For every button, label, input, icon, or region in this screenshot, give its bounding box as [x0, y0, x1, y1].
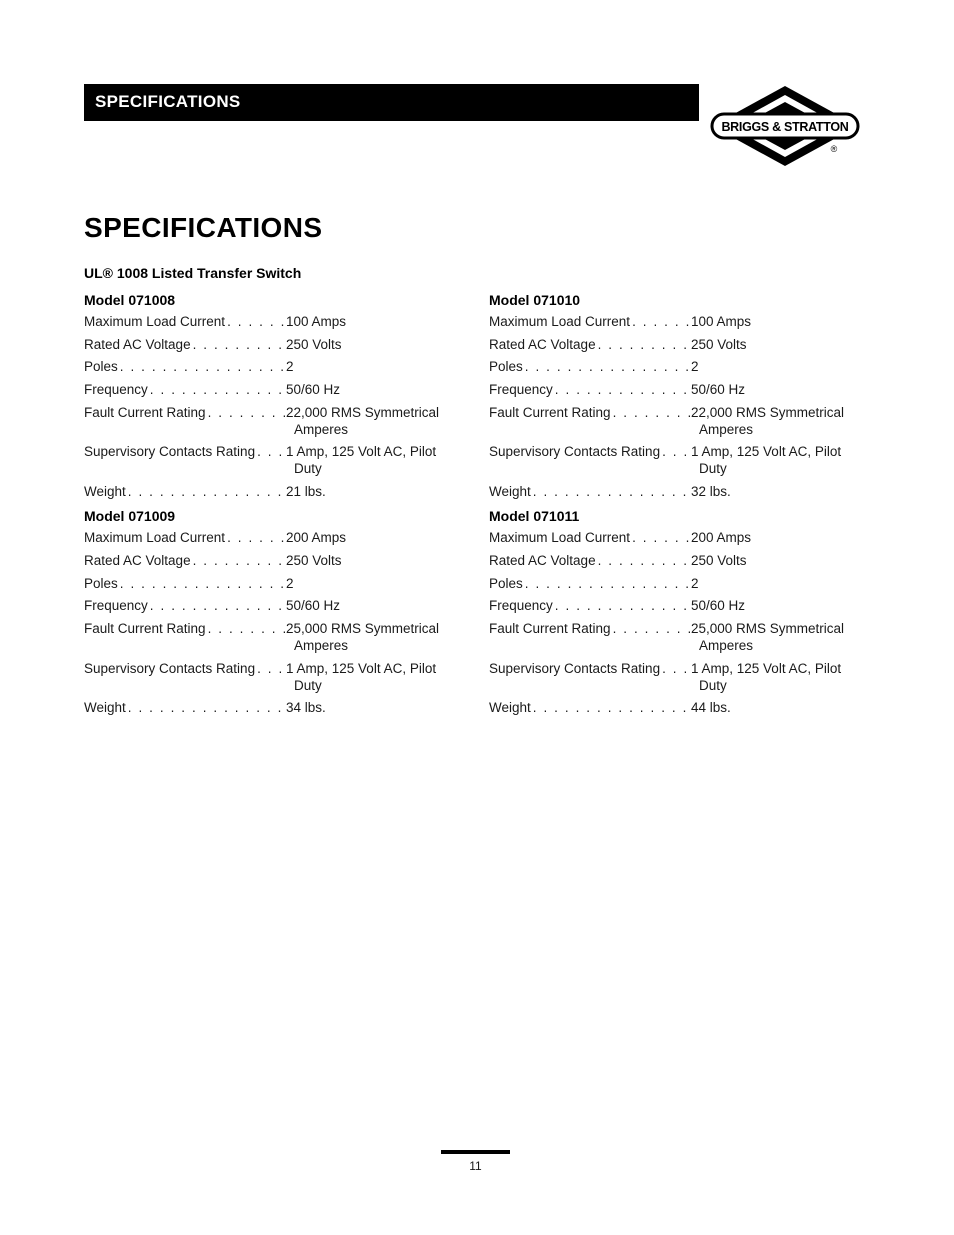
- spec-row-poles: [489, 575, 849, 592]
- spec-label: Frequency: [84, 598, 148, 614]
- spec-row-supervisory-contacts: [84, 443, 444, 477]
- spec-row-max-load-current: [489, 529, 849, 546]
- spec-value-line: 1 Amp, 125 Volt AC, Pilot: [286, 444, 437, 460]
- spec-value: [690, 660, 849, 694]
- dot-leader: [206, 404, 285, 438]
- spec-label: Maximum Load Current: [84, 530, 226, 546]
- spec-row-fault-current-rating: [489, 404, 849, 438]
- spec-value: [285, 404, 444, 438]
- spec-row-weight: [489, 699, 849, 716]
- dot-leader: [531, 699, 690, 716]
- spec-label: Maximum Load Current: [489, 530, 631, 546]
- spec-label: Rated AC Voltage: [84, 552, 191, 568]
- spec-value: 250 Volts: [691, 336, 747, 352]
- spec-label: Poles: [489, 359, 523, 375]
- spec-value: 2: [691, 575, 699, 591]
- spec-label: Supervisory Contacts Rating: [84, 444, 256, 460]
- spec-value-continuation: Amperes: [294, 421, 349, 437]
- dot-leader: [191, 552, 285, 569]
- briggs-stratton-logo: [708, 84, 862, 170]
- spec-label: Supervisory Contacts Rating: [84, 660, 256, 676]
- spec-row-weight: [84, 483, 444, 500]
- dot-leader: [225, 529, 285, 546]
- spec-value: [285, 660, 444, 694]
- dot-leader: [596, 336, 690, 353]
- spec-label: Fault Current Rating: [84, 404, 206, 420]
- spec-label: Weight: [84, 484, 126, 500]
- model-spec-block: [489, 291, 849, 500]
- dot-leader: [191, 336, 285, 353]
- spec-row-fault-current-rating: [84, 404, 444, 438]
- dot-leader: [596, 552, 690, 569]
- svg-text:BRIGGS & STRATTON: BRIGGS & STRATTON: [721, 120, 849, 134]
- spec-row-frequency: [489, 381, 849, 398]
- spec-label: Poles: [489, 575, 523, 591]
- spec-value: [690, 620, 849, 654]
- spec-label: Maximum Load Current: [489, 314, 631, 329]
- model-spec-block: [489, 507, 849, 716]
- spec-value-continuation: Duty: [699, 677, 727, 693]
- dot-leader: [126, 699, 285, 716]
- spec-value: 2: [286, 575, 294, 591]
- spec-value-line: 25,000 RMS Symmetrical: [691, 620, 845, 636]
- spec-value: 32 lbs.: [691, 484, 731, 500]
- spec-column-left: [84, 291, 444, 723]
- spec-row-rated-ac-voltage: [84, 552, 444, 569]
- dot-leader: [553, 597, 690, 614]
- dot-leader: [255, 660, 285, 694]
- section-header-label: SPECIFICATIONS: [95, 92, 241, 111]
- spec-row-poles: [84, 575, 444, 592]
- dot-leader: [611, 404, 690, 438]
- dot-leader: [118, 358, 285, 375]
- model-spec-block: [84, 291, 444, 500]
- page-number: 11: [469, 1159, 482, 1173]
- spec-row-fault-current-rating: [84, 620, 444, 654]
- spec-label: Weight: [489, 700, 531, 716]
- page-subtitle: UL® 1008 Listed Transfer Switch: [84, 265, 302, 281]
- spec-label: Weight: [489, 484, 531, 500]
- spec-value-continuation: Duty: [294, 677, 322, 693]
- spec-value: 44 lbs.: [691, 700, 731, 716]
- page-title: SPECIFICATIONS: [84, 212, 323, 243]
- footer-rule: [441, 1150, 510, 1154]
- spec-row-rated-ac-voltage: [489, 552, 849, 569]
- dot-leader: [660, 660, 690, 694]
- model-title: Model 071008: [84, 292, 176, 308]
- spec-value: 50/60 Hz: [691, 382, 746, 398]
- spec-row-frequency: [489, 597, 849, 614]
- spec-value: 50/60 Hz: [286, 382, 341, 398]
- spec-value: [690, 443, 849, 477]
- spec-value: [285, 620, 444, 654]
- svg-text:®: ®: [830, 144, 838, 154]
- spec-value-continuation: Amperes: [699, 637, 754, 653]
- spec-label: Poles: [84, 575, 118, 591]
- spec-value: 50/60 Hz: [286, 598, 341, 614]
- spec-value-line: 22,000 RMS Symmetrical: [286, 404, 440, 420]
- dot-leader: [148, 597, 285, 614]
- spec-value: 2: [286, 359, 294, 375]
- spec-label: Frequency: [489, 598, 553, 614]
- spec-label: Poles: [84, 359, 118, 375]
- spec-row-weight: [84, 699, 444, 716]
- spec-value: 200 Amps: [691, 530, 752, 546]
- spec-value-line: 1 Amp, 125 Volt AC, Pilot: [691, 660, 842, 676]
- spec-label: Rated AC Voltage: [489, 552, 596, 568]
- spec-column-right: [489, 291, 849, 723]
- model-title: Model 071010: [489, 292, 581, 308]
- spec-row-fault-current-rating: [489, 620, 849, 654]
- spec-row-rated-ac-voltage: [489, 336, 849, 353]
- spec-label: Rated AC Voltage: [84, 336, 191, 352]
- spec-row-max-load-current: [489, 313, 849, 330]
- dot-leader: [126, 483, 285, 500]
- model-title: Model 071011: [489, 508, 580, 525]
- dot-leader: [523, 575, 690, 592]
- spec-label: Supervisory Contacts Rating: [489, 660, 661, 676]
- spec-row-supervisory-contacts: [84, 660, 444, 694]
- spec-value: 100 Amps: [691, 314, 752, 329]
- model-title: Model 071009: [84, 508, 176, 525]
- dot-leader: [148, 381, 285, 398]
- spec-value-continuation: Amperes: [294, 637, 349, 653]
- model-spec-block: [84, 507, 444, 716]
- section-header-bar: [84, 84, 699, 121]
- spec-row-supervisory-contacts: [489, 443, 849, 477]
- spec-label: Fault Current Rating: [489, 620, 611, 636]
- spec-value: 21 lbs.: [286, 484, 326, 500]
- spec-label: Rated AC Voltage: [489, 336, 596, 352]
- spec-label: Fault Current Rating: [489, 404, 611, 420]
- spec-value-line: 25,000 RMS Symmetrical: [286, 620, 440, 636]
- spec-label: Weight: [84, 700, 126, 716]
- spec-row-poles: [84, 358, 444, 375]
- spec-value: 100 Amps: [286, 314, 347, 329]
- spec-label: Frequency: [84, 382, 148, 398]
- spec-value: 250 Volts: [286, 336, 342, 352]
- dot-leader: [630, 529, 690, 546]
- spec-value: 2: [691, 359, 699, 375]
- dot-leader: [531, 483, 690, 500]
- spec-label: Supervisory Contacts Rating: [489, 444, 661, 460]
- spec-value-continuation: Amperes: [699, 421, 754, 437]
- spec-row-max-load-current: [84, 313, 444, 330]
- dot-leader: [523, 358, 690, 375]
- spec-value: [285, 443, 444, 477]
- spec-value: [690, 404, 849, 438]
- spec-row-max-load-current: [84, 529, 444, 546]
- spec-label: Fault Current Rating: [84, 620, 206, 636]
- dot-leader: [630, 313, 690, 330]
- spec-row-rated-ac-voltage: [84, 336, 444, 353]
- spec-value: 250 Volts: [286, 552, 342, 568]
- spec-row-weight: [489, 483, 849, 500]
- dot-leader: [118, 575, 285, 592]
- spec-value-continuation: Duty: [699, 461, 727, 477]
- dot-leader: [225, 313, 285, 330]
- dot-leader: [255, 443, 285, 477]
- dot-leader: [206, 620, 285, 654]
- spec-value-continuation: Duty: [294, 461, 322, 477]
- spec-label: Maximum Load Current: [84, 314, 226, 329]
- dot-leader: [553, 381, 690, 398]
- dot-leader: [611, 620, 690, 654]
- dot-leader: [660, 443, 690, 477]
- spec-value: 250 Volts: [691, 552, 747, 568]
- spec-row-frequency: [84, 597, 444, 614]
- spec-label: Frequency: [489, 382, 553, 398]
- spec-value: 50/60 Hz: [691, 598, 746, 614]
- spec-row-frequency: [84, 381, 444, 398]
- spec-row-supervisory-contacts: [489, 660, 849, 694]
- spec-value-line: 22,000 RMS Symmetrical: [691, 404, 845, 420]
- spec-value-line: 1 Amp, 125 Volt AC, Pilot: [691, 444, 842, 460]
- spec-value-line: 1 Amp, 125 Volt AC, Pilot: [286, 660, 437, 676]
- spec-value: 200 Amps: [286, 530, 347, 546]
- spec-row-poles: [489, 358, 849, 375]
- spec-value: 34 lbs.: [286, 700, 326, 716]
